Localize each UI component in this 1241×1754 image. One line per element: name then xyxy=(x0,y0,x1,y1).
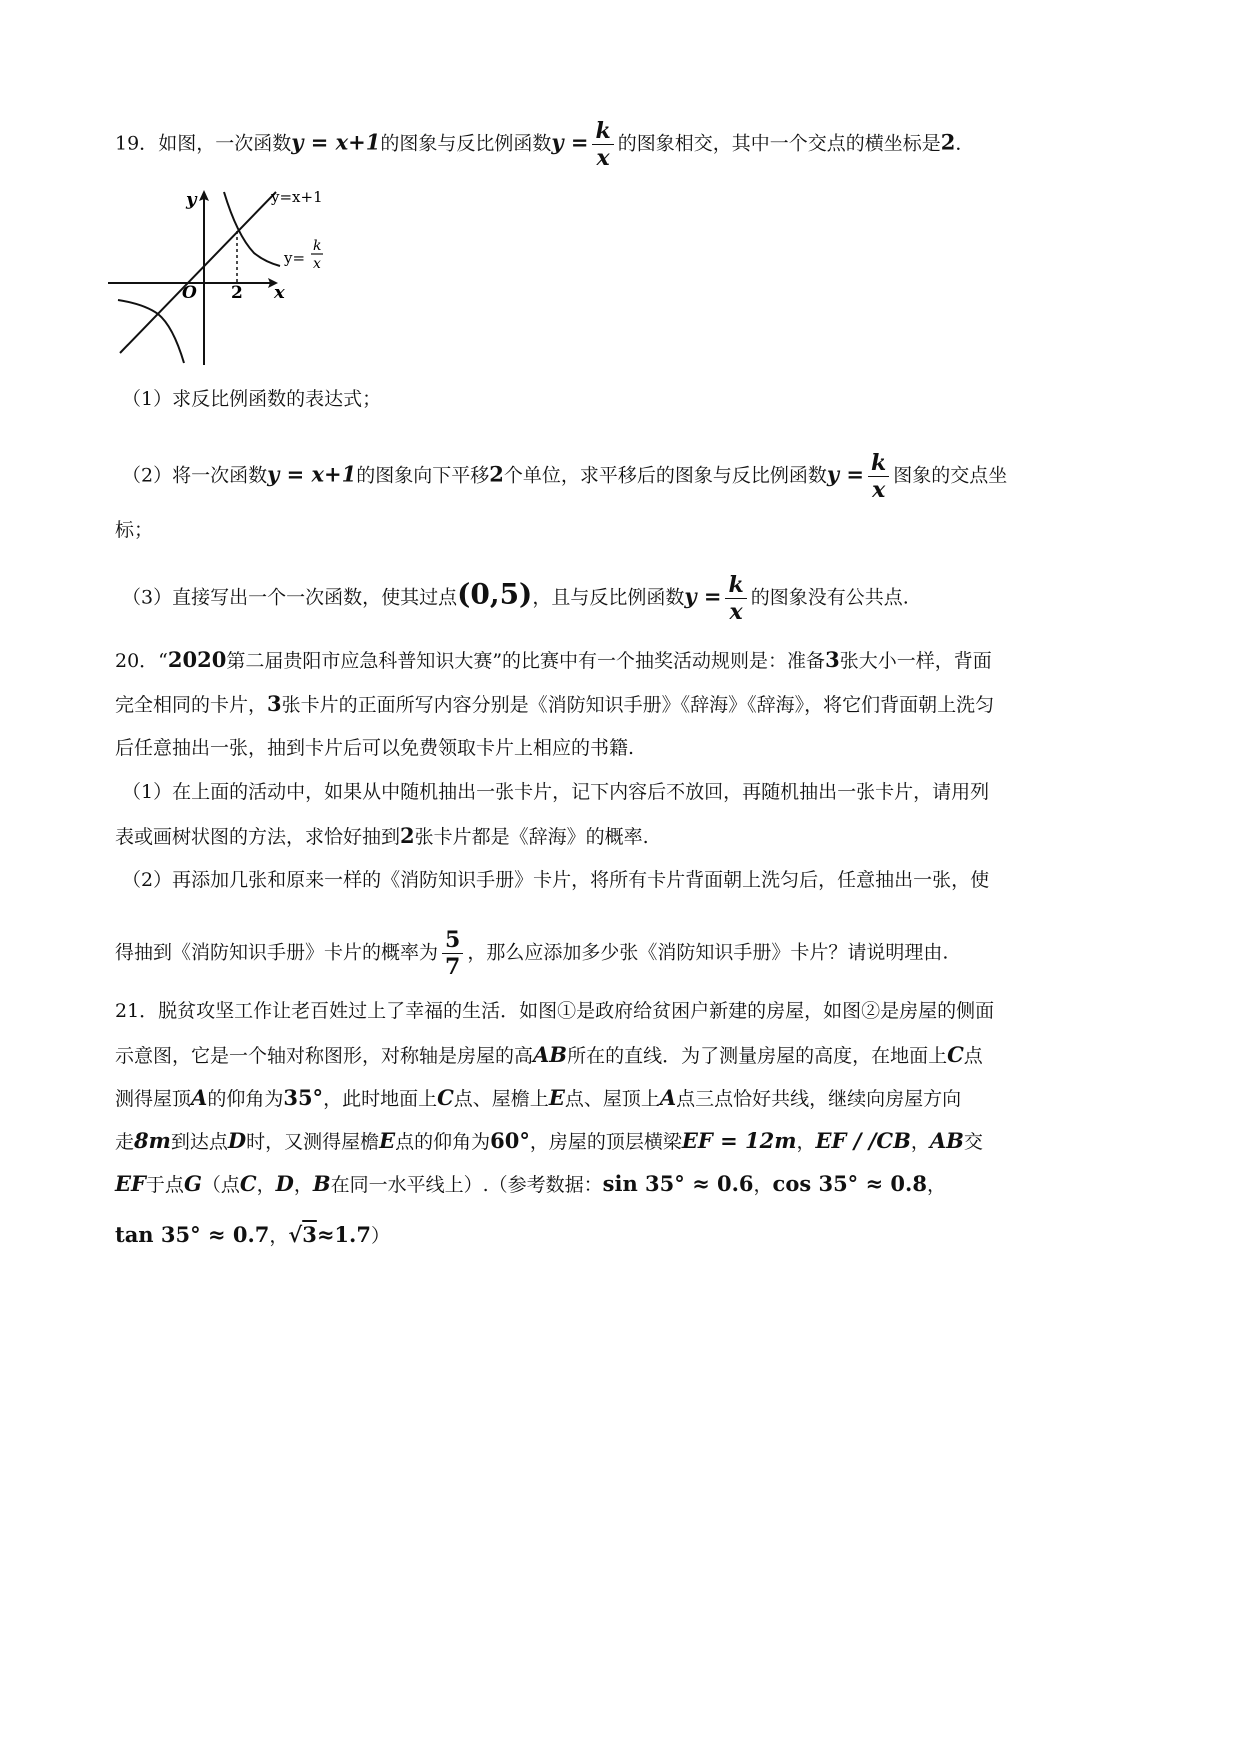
q19-recip-lhs: y = xyxy=(551,129,589,155)
q21-math: G xyxy=(183,1171,202,1196)
q20-count: 3 xyxy=(825,647,840,672)
hyperbola-branch-q3 xyxy=(118,300,184,363)
q21-text: ， xyxy=(926,1174,946,1196)
q21-text: 时，又测得屋檐 xyxy=(246,1131,380,1153)
q21-math: EF = 12m xyxy=(681,1128,797,1153)
fraction-denominator: x xyxy=(729,599,743,625)
sqrt-sign-icon: √ xyxy=(288,1222,303,1247)
q20-text: 张卡片的正面所写内容分别是《消防知识手册》《辞海》《辞海》，将它们背面朝上洗匀 xyxy=(281,694,995,716)
fraction-denominator: x xyxy=(872,477,886,503)
q21-math: E xyxy=(379,1128,396,1153)
q20-text: 第二届贵阳市应急科普知识大赛”的比赛中有一个抽奖活动规则是：准备 xyxy=(226,650,826,672)
q20-text: 张卡片都是《辞海》的概率. xyxy=(414,826,649,848)
fraction-numerator: k xyxy=(592,118,613,145)
q19-intro xyxy=(115,118,974,171)
q19-part2-linear-function: y = x+1 xyxy=(267,461,357,487)
y-axis-label: y xyxy=(186,189,197,210)
q21-text: ，此时地面上 xyxy=(323,1088,438,1110)
q19-linear-function: y = x+1 xyxy=(291,129,381,155)
q21-text: ，房屋的顶层横梁 xyxy=(529,1131,682,1153)
q19-part3-text: ，且与反比例函数 xyxy=(532,586,685,609)
q21-line6 xyxy=(115,1220,390,1251)
q21-text: 于点 xyxy=(145,1174,184,1196)
q19-function-graph xyxy=(108,180,348,370)
x-axis-label: x xyxy=(274,282,285,303)
q21-line1: 21．脱贫攻坚工作让老百姓过上了幸福的生活．如图①是政府给贫困户新建的房屋，如图②是房屋的侧面 xyxy=(115,1000,995,1022)
q19-part2-text: （2）将一次函数 xyxy=(122,464,268,487)
q21-text: 到达点 xyxy=(170,1131,228,1153)
q21-math: D xyxy=(227,1128,247,1153)
q20-part2-line2 xyxy=(115,927,948,980)
q20-line3: 后任意抽出一张，抽到卡片后可以免费领取卡片上相应的书籍. xyxy=(115,737,635,759)
q19-text: 的图象与反比例函数 xyxy=(380,132,552,155)
q20-card-count: 2 xyxy=(400,823,415,848)
q19-part2-recip-lhs: y = xyxy=(826,461,865,487)
origin-label: O xyxy=(182,283,197,303)
q21-math: sin 35° ≈ 0.6 xyxy=(602,1171,754,1196)
q21-math: D xyxy=(275,1171,294,1196)
q21-math: C xyxy=(437,1085,454,1110)
q20-text: 得抽到《消防知识手册》卡片的概率为 xyxy=(115,941,439,964)
fraction-numerator: 5 xyxy=(442,927,463,954)
q21-text: 在同一水平线上）.（参考数据： xyxy=(330,1174,603,1196)
recip-label-prefix: y= xyxy=(284,249,306,267)
recip-label-denominator: x xyxy=(313,256,321,272)
q21-math: A xyxy=(659,1085,677,1110)
q21-line3 xyxy=(115,1083,961,1114)
q19-part2-fraction xyxy=(868,450,889,503)
q21-math: AB xyxy=(929,1128,964,1153)
q21-text: ， xyxy=(293,1174,313,1196)
q21-math: tan 35° ≈ 0.7 xyxy=(115,1222,270,1247)
q20-year: 2020 xyxy=(167,647,227,672)
linear-function-label: y=x+1 xyxy=(271,188,323,206)
q19-number: 19． xyxy=(115,132,159,155)
q20-probability-fraction xyxy=(442,927,463,980)
q21-text: ， xyxy=(269,1225,289,1247)
q20-line2 xyxy=(115,689,994,720)
q21-math: E xyxy=(548,1085,565,1110)
q19-part3-point: (0,5) xyxy=(457,577,533,611)
linear-function-line xyxy=(120,192,276,353)
q21-math: B xyxy=(312,1171,331,1196)
q19-part3 xyxy=(122,572,909,625)
q19-part2-text: 的图象向下平移 xyxy=(356,464,490,487)
q19-text: 如图，一次函数 xyxy=(158,132,292,155)
q19-x-value: 2 xyxy=(940,129,956,155)
q21-math: AB xyxy=(533,1042,568,1067)
q20-text: ，那么应添加多少张《消防知识手册》卡片？请说明理由. xyxy=(467,941,949,964)
q19-part2-continued: 标； xyxy=(115,519,154,541)
q20-text: 完全相同的卡片， xyxy=(115,694,268,716)
q21-text: ， xyxy=(256,1174,276,1196)
tick-label-two: 2 xyxy=(231,283,243,303)
q21-text: 交 xyxy=(963,1131,983,1153)
q19-fraction xyxy=(592,118,613,171)
q21-text: ） xyxy=(370,1225,390,1247)
q19-text: 的图象相交，其中一个交点的横坐标是 xyxy=(617,132,941,155)
q21-line2 xyxy=(115,1040,983,1071)
q21-math: A xyxy=(191,1085,208,1110)
fraction-denominator: 7 xyxy=(445,954,461,980)
q20-part1-line1: （1）在上面的活动中，如果从中随机抽出一张卡片，记下内容后不放回，再随机抽出一张卡片，请用列 xyxy=(122,781,990,803)
q19-part3-text: （3）直接写出一个一次函数，使其过点 xyxy=(122,586,458,609)
q20-text: 表或画树状图的方法，求恰好抽到 xyxy=(115,826,401,848)
q20-line1 xyxy=(115,645,992,676)
q21-math: EF / /CB xyxy=(815,1128,911,1153)
q20-part2-line1: （2）再添加几张和原来一样的《消防知识手册》卡片，将所有卡片背面朝上洗匀后，任意抽出一张，使 xyxy=(122,869,990,891)
fraction-numerator: k xyxy=(868,450,889,477)
q20-count: 3 xyxy=(267,691,282,716)
q21-math: EF xyxy=(115,1171,146,1196)
q21-line4 xyxy=(115,1126,983,1157)
q19-part2-text: 个单位，求平移后的图象与反比例函数 xyxy=(503,464,827,487)
q21-math: cos 35° ≈ 0.8 xyxy=(772,1171,927,1196)
q21-text: （点 xyxy=(201,1174,240,1196)
q21-text: ， xyxy=(796,1131,816,1153)
q19-part3-fraction xyxy=(725,572,746,625)
q21-text: 点的仰角为 xyxy=(395,1131,491,1153)
q21-text: 点、屋檐上 xyxy=(453,1088,549,1110)
q21-math: C xyxy=(947,1042,964,1067)
q19-part2 xyxy=(122,450,1007,503)
q21-math: 35° xyxy=(283,1085,324,1110)
fraction-denominator: x xyxy=(596,145,610,171)
fraction-numerator: k xyxy=(725,572,746,599)
q21-text: 的仰角为 xyxy=(207,1088,284,1110)
q21-text: 所在的直线．为了测量房屋的高度，在地面上 xyxy=(567,1045,948,1067)
q21-text: 点三点恰好共线，继续向房屋方向 xyxy=(676,1088,962,1110)
q21-math: ≈1.7 xyxy=(316,1222,371,1247)
recip-label-numerator: k xyxy=(313,238,322,254)
q21-math: C xyxy=(239,1171,257,1196)
q19-part2-text: 图象的交点坐 xyxy=(893,464,1008,487)
q21-sqrt-radicand: 3 xyxy=(302,1222,317,1247)
q19-text: ． xyxy=(955,132,975,155)
q21-text: 走 xyxy=(115,1131,135,1153)
q21-text: 点 xyxy=(963,1045,983,1067)
q21-text: 点、屋顶上 xyxy=(564,1088,660,1110)
q19-part3-text: 的图象没有公共点. xyxy=(750,586,909,609)
q20-text: 20．“ xyxy=(115,650,168,672)
q21-line5 xyxy=(115,1169,946,1200)
q20-part1-line2 xyxy=(115,821,649,852)
q21-math: 60° xyxy=(490,1128,530,1153)
q21-text: ， xyxy=(753,1174,773,1196)
q21-math: 8m xyxy=(134,1128,171,1153)
q19-part3-recip-lhs: y = xyxy=(684,583,722,609)
q21-text: ， xyxy=(910,1131,930,1153)
q20-text: 张大小一样，背面 xyxy=(839,650,992,672)
q21-text: 测得屋顶 xyxy=(115,1088,192,1110)
q19-part2-shift: 2 xyxy=(489,461,504,487)
q21-text: 示意图，它是一个轴对称图形，对称轴是房屋的高 xyxy=(115,1045,534,1067)
q19-part1: （1）求反比例函数的表达式； xyxy=(122,388,382,410)
